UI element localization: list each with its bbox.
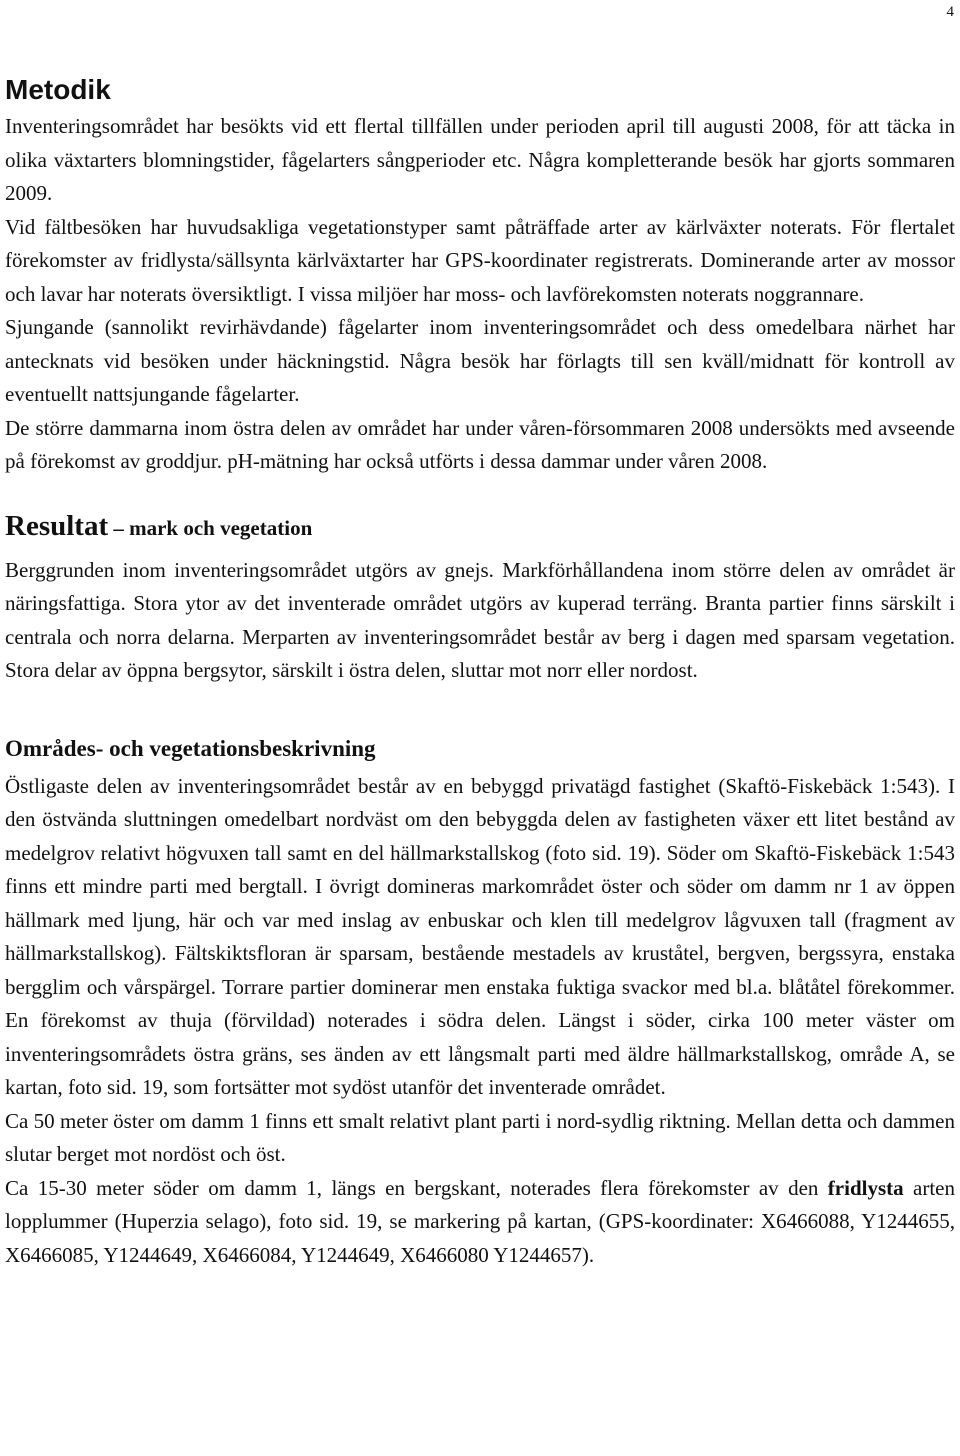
metodik-paragraph: Sjungande (sannolikt revirhävdande) fågelarter inom inventeringsområdet och dess omedelbara närhet har antecknats vid besöken under häckningstid. Några besök har förlagts till sen kväll/midnatt för kontroll av eventuellt nattsjungande fågelarter. [5, 315, 955, 406]
omrades-paragraph: Östligaste delen av inventeringsområdet består av en bebyggd privatägd fastighet (Skaftö-Fiskebäck 1:543). I den östvända sluttningen omedelbart nordväst om den bebyggda delen av fastigheten växer ett litet bestånd av medelgrov relativt högvuxen tall samt en del hällmarkstallskog (foto sid. 19). Söder om Skaftö-Fiskebäck 1:543 finns ett mindre parti med bergtall. I övrigt domineras markområdet öster och söder om damm nr 1 av öppen hällmark med ljung, här och var med inslag av enbuskar och klen till medelgrov lågvuxen tall (fragment av hällmarkstallskog). Fältskiktsfloran är sparsam, bestående mestadels av kruståtel, bergven, bergssyra, enstaka bergglim och vårspärgel. Torrare partier dominerar men enstaka fuktiga svackor med bl.a. blåtåtel förekommer. En förekomst av thuja (förvildad) noterades i södra delen. Längst i söder, cirka 100 meter väster om inventeringsområdets östra gräns, ses änden av ett långsmalt parti med äldre hällmarkstallskog, område A, se kartan, foto sid. 19, som fortsätter mot sydöst utanför det inventerade området. [5, 773, 955, 1099]
metodik-paragraph: Vid fältbesöken har huvudsakliga vegetationstyper samt påträffade arter av kärlväxter noterats. För flertalet förekomster av fridlysta/sällsynta kärlväxtarter har GPS-koordinater registrerats. Dominerande arter av mossor och lavar har noterats översiktligt. I vissa miljöer har moss- och lavförekomsten noterats noggrannare. [5, 214, 955, 306]
omrades-heading: Områdes- och vegetationsbeskrivning [5, 735, 376, 761]
metodik-paragraph: De större dammarna inom östra delen av området har under våren-försommaren 2008 undersökts med avseende på förekomst av groddjur. pH-mätning har också utförts i dessa dammar under våren 2008. [5, 415, 955, 473]
lopplummer-text-after: arten lopplummer (Huperzia selago), foto sid. 19, se markering på kartan, (GPS-koordinater: X6466088, Y1244655, X6466085, Y1244649, X6466084, Y1244649, X6466080 Y1244657). [5, 1175, 955, 1267]
metodik-heading: Metodik [5, 74, 111, 105]
page-number: 4 [946, 4, 954, 20]
resultat-heading-main: Resultat [5, 509, 109, 542]
resultat-heading-sub: – mark och vegetation [113, 515, 313, 540]
document-body [5, 70, 955, 1272]
omrades-paragraph-lopplummer [5, 1172, 955, 1273]
omrades-paragraph: Ca 50 meter öster om damm 1 finns ett smalt relativt plant parti i nord-sydlig riktning. Mellan detta och dammen slutar berget mot nordöst och öst. [5, 1108, 955, 1166]
fridlysta-bold: fridlysta [827, 1175, 904, 1200]
resultat-paragraph: Berggrunden inom inventeringsområdet utgörs av gnejs. Markförhållandena inom större delen av området är näringsfattiga. Stora ytor av det inventerade området utgörs av kuperad terräng. Branta partier finns särskilt i centrala och norra delarna. Merparten av inventeringsområdet består av berg i dagen med sparsam vegetation. Stora delar av öppna bergsytor, särskilt i östra delen, sluttar mot norr eller nordost. [5, 557, 955, 682]
resultat-heading [5, 506, 955, 548]
metodik-paragraph: Inventeringsområdet har besökts vid ett flertal tillfällen under perioden april till augusti 2008, för att täcka in olika växtarters blomningstider, fågelarters sångperioder etc. Några kompletterande besök har gjorts sommaren 2009. [5, 114, 955, 205]
lopplummer-text-before: Ca 15-30 meter söder om damm 1, längs en bergskant, noterades flera förekomster av den [5, 1175, 828, 1200]
